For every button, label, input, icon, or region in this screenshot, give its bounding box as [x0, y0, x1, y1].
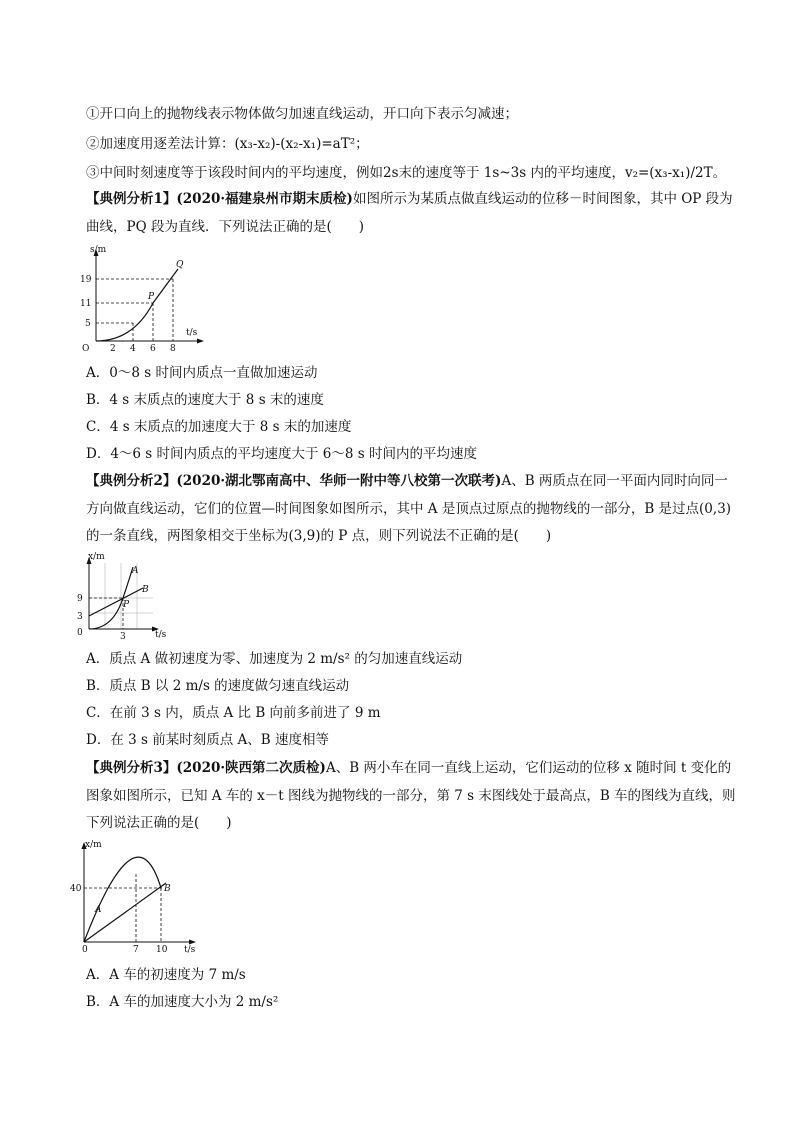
fig1-ytick-11: 11 [80, 299, 92, 309]
example-2-option-b: B．质点 B 以 2 m/s 的速度做匀速直线运动 [86, 678, 350, 694]
fig3-ylabel: x/m [85, 840, 102, 850]
fig3-label-a: A [95, 905, 102, 915]
example-1-option-a: A．0～8 s 时间内质点一直做加速运动 [86, 365, 318, 381]
example-3-option-b: B．A 车的加速度大小为 2 m/s² [86, 994, 279, 1010]
example-2-option-d: D．在 3 s 前某时刻质点 A、B 速度相等 [86, 732, 329, 748]
example-1-option-c: C．4 s 末质点的加速度大于 8 s 末的加速度 [86, 419, 352, 435]
figure-3-x-t-graph [70, 838, 205, 956]
fig2-ytick-3: 3 [77, 612, 83, 622]
figure-1-s-t-graph [78, 245, 213, 355]
example-2-option-c: C．在前 3 s 内，质点 A 比 B 向前多前进了 9 m [86, 705, 381, 721]
example-1-stem-line-2: 曲线，PQ 段为直线．下列说法正确的是( ) [86, 219, 364, 235]
fig1-x-arrow [197, 339, 204, 344]
fig2-line-b [89, 588, 143, 616]
fig3-label-b: B [164, 884, 171, 894]
fig1-xtick-6: 6 [150, 344, 156, 354]
example-2-stem-line-1 [86, 472, 728, 490]
example-3-stem-line-2: 图象如图所示，已知 A 车的 x－t 图线为抛物线的一部分，第 7 s 末图线处于最高点，B 车的图线为直线，则 [86, 788, 736, 804]
fig3-xtick-7: 7 [133, 945, 139, 955]
fig2-xlabel: t/s [155, 630, 167, 640]
fig1-xtick-2: 2 [110, 344, 116, 354]
fig3-xtick-10: 10 [156, 945, 168, 955]
example-1-stem-line-1 [86, 190, 733, 208]
fig1-ylabel: s/m [90, 245, 107, 255]
fig1-curve [96, 269, 178, 341]
fig1-xtick-4: 4 [130, 344, 136, 354]
fig1-xlabel: t/s [186, 328, 198, 338]
fig2-ylabel: x/m [88, 552, 105, 562]
example-2-stem-text: A、B 两质点在同一平面内同时向同一 [501, 473, 728, 489]
fig2-label-a: A [132, 566, 139, 576]
example-1-option-b: B．4 s 末质点的速度大于 8 s 末的速度 [86, 392, 324, 408]
fig1-point-q: Q [176, 260, 184, 270]
figure-2-x-t-graph [73, 553, 173, 645]
intro-line-3: ③中间时刻速度等于该段时间内的平均速度，例如2s末的速度等于 1s~3s 内的平均速度，v₂=(x₃-x₁)/2T。 [86, 165, 727, 181]
fig2-xtick-3: 3 [120, 632, 126, 642]
fig3-curve-a [84, 857, 161, 942]
example-1-option-d: D．4～6 s 时间内质点的平均速度大于 6～8 s 时间内的平均速度 [86, 446, 477, 462]
fig2-point-p: P [123, 600, 130, 610]
example-2-stem-line-3: 的一条直线，两图象相交于坐标为(3,9)的 P 点，则下列说法不正确的是( ) [86, 528, 552, 544]
fig3-origin: 0 [82, 945, 88, 955]
example-1-heading: 【典例分析1】(2020·福建泉州市期末质检) [86, 191, 353, 207]
example-3-stem-line-3: 下列说法正确的是( ) [86, 815, 232, 831]
fig1-point-p: P [148, 292, 155, 302]
example-1-stem-text: 如图所示为某质点做直线运动的位移－时间图象，其中 OP 段为 [352, 191, 733, 207]
fig1-origin: O [82, 344, 90, 354]
fig1-ytick-5: 5 [85, 319, 91, 329]
fig1-xtick-8: 8 [170, 344, 176, 354]
fig3-xlabel: t/s [184, 945, 196, 955]
example-2-heading: 【典例分析2】(2020·湖北鄂南高中、华师一附中等八校第一次联考) [86, 473, 502, 489]
intro-line-1: ①开口向上的抛物线表示物体做匀加速直线运动，开口向下表示匀减速； [86, 106, 518, 122]
fig3-ytick-40: 40 [70, 884, 82, 894]
example-3-heading: 【典例分析3】(2020·陕西第二次质检) [86, 760, 326, 776]
example-3-stem-text: A、B 两小车在同一直线上运动，它们运动的位移 x 随时间 t 变化的 [325, 760, 732, 776]
fig2-label-b: B [142, 585, 149, 595]
fig1-ytick-19: 19 [80, 275, 92, 285]
example-2-option-a: A．质点 A 做初速度为零、加速度为 2 m/s² 的匀加速直线运动 [86, 651, 463, 667]
example-3-option-a: A．A 车的初速度为 7 m/s [86, 967, 246, 983]
example-3-stem-line-1 [86, 759, 731, 777]
fig2-ytick-0: 0 [77, 628, 83, 638]
intro-line-2: ②加速度用逐差法计算：(x₃-x₂)-(x₂-x₁)=aT²； [86, 136, 369, 152]
example-2-stem-line-2: 方向做直线运动，它们的位置—时间图象如图所示，其中 A 是顶点过原点的抛物线的一部分，B 是过点(0,3) [86, 501, 732, 517]
fig2-ytick-9: 9 [77, 594, 83, 604]
